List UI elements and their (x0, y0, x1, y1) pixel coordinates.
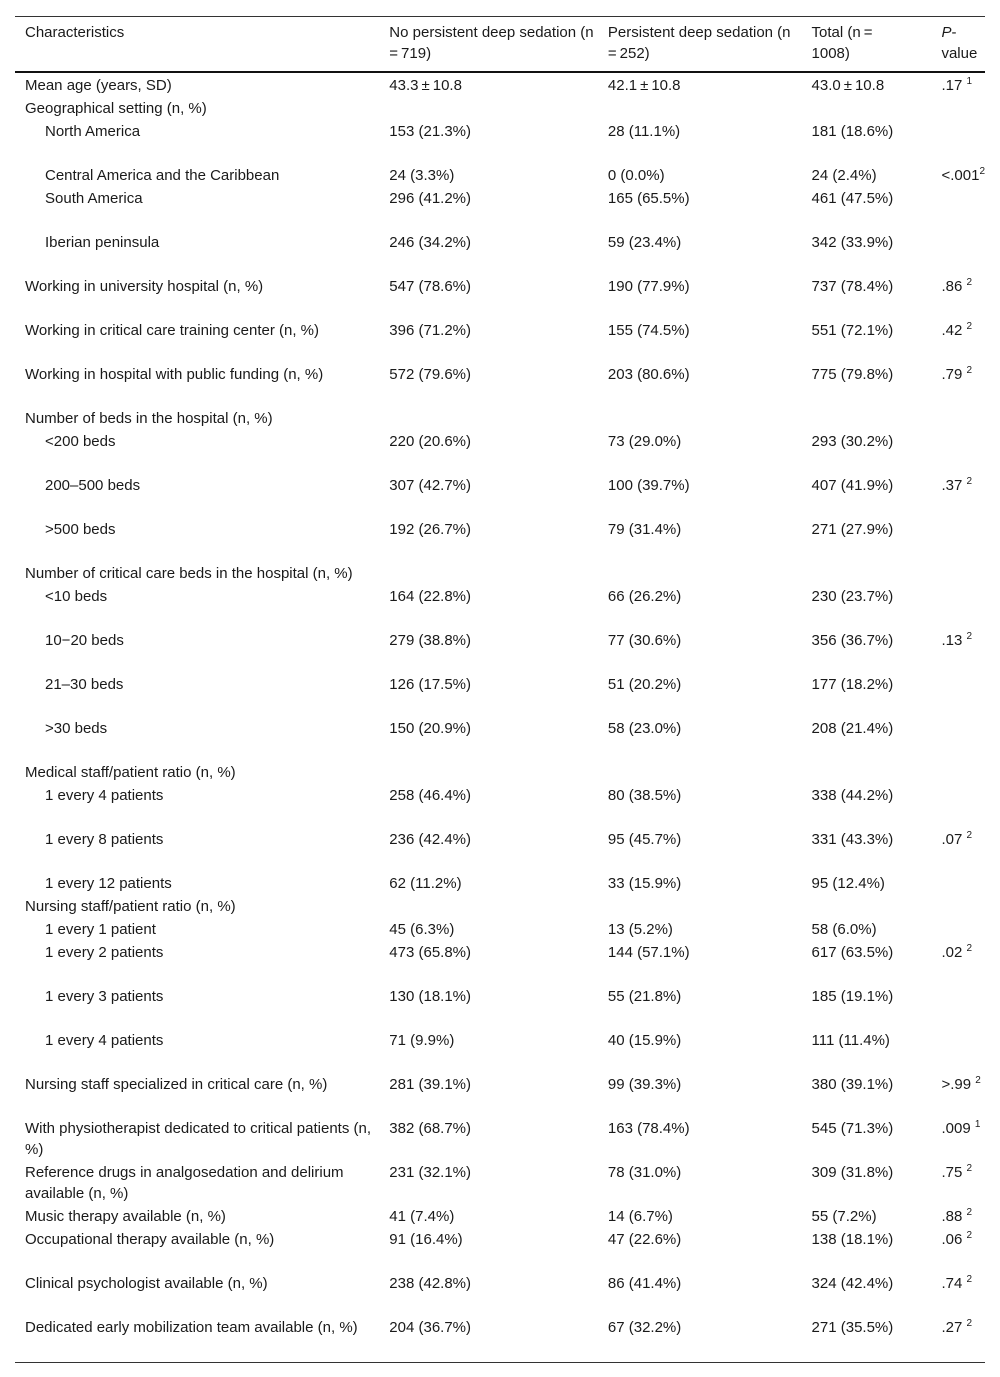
table-row (15, 72, 985, 97)
row-label: <10 beds (45, 588, 108, 605)
cell-total (802, 1205, 932, 1228)
cell-no-persistent: 164 (22.8%) (389, 588, 472, 605)
row-label: South America (45, 190, 143, 207)
table-row (15, 518, 985, 562)
cell-total-text: 43.0 ± 10.8 (811, 77, 885, 94)
table-row (15, 941, 985, 985)
cell-no-persistent: 153 (21.3%) (389, 123, 472, 140)
cell-total-text: 177 (18.2%) (811, 676, 894, 693)
cell-p-value (931, 717, 985, 761)
p-value-footnote: 2 (966, 943, 973, 954)
cell-p-value (931, 407, 985, 430)
cell-total (802, 761, 932, 784)
cell-total-text: 185 (19.1%) (811, 988, 894, 1005)
p-value-text: .009 (941, 1120, 975, 1137)
p-value-footnote: 2 (966, 1274, 973, 1285)
cell-p-value (931, 673, 985, 717)
cell-total (802, 562, 932, 585)
table-row (15, 761, 985, 784)
p-value-footnote: 2 (966, 1207, 973, 1218)
cell-total-text: 775 (79.8%) (811, 366, 894, 383)
header-p-value (931, 17, 985, 73)
cell-total (802, 941, 932, 985)
cell-no-persistent: 382 (68.7%) (389, 1120, 472, 1137)
table-row (15, 1161, 985, 1205)
table-row (15, 164, 985, 187)
cell-persistent: 51 (20.2%) (607, 676, 682, 693)
cell-no-persistent (379, 562, 598, 585)
cell-no-persistent: 258 (46.4%) (389, 787, 472, 804)
cell-persistent: 28 (11.1%) (607, 123, 681, 140)
cell-persistent: 33 (15.9%) (607, 875, 682, 892)
table-row (15, 1272, 985, 1316)
cell-p-value (931, 97, 985, 120)
cell-p-value (931, 562, 985, 585)
cell-persistent: 95 (45.7%) (607, 831, 682, 848)
cell-persistent: 58 (23.0%) (607, 720, 682, 737)
cell-persistent: 163 (78.4%) (607, 1120, 690, 1137)
table-row (15, 187, 985, 231)
cell-no-persistent: 572 (79.6%) (389, 366, 472, 383)
cell-p-value (931, 319, 985, 363)
cell-no-persistent (379, 761, 598, 784)
cell-total-text: 551 (72.1%) (811, 322, 894, 339)
cell-total (802, 319, 932, 363)
row-label: 1 every 1 patient (45, 921, 156, 938)
row-label: >500 beds (45, 521, 116, 538)
cell-persistent: 0 (0.0%) (607, 167, 665, 184)
cell-total (802, 1073, 932, 1117)
cell-p-value (931, 231, 985, 275)
table-row (15, 784, 985, 828)
cell-no-persistent: 62 (11.2%) (389, 875, 462, 892)
cell-total-text: 111 (11.4%) (811, 1032, 890, 1049)
cell-p-value (931, 1029, 985, 1073)
p-value-footnote: 1 (974, 1119, 981, 1130)
cell-p-value (931, 1161, 985, 1205)
table-row (15, 1117, 985, 1161)
p-value-footnote: 2 (966, 1230, 973, 1241)
row-label: Clinical psychologist available (n, %) (25, 1275, 268, 1292)
header-row (15, 17, 985, 73)
cell-p-value (931, 430, 985, 474)
row-label: Reference drugs in analgosedation and delirium available (n, %) (25, 1164, 344, 1202)
cell-persistent: 190 (77.9%) (607, 278, 690, 295)
cell-no-persistent: 204 (36.7%) (379, 1316, 598, 1363)
cell-total-text: 208 (21.4%) (811, 720, 894, 737)
table-row (15, 120, 985, 164)
cell-total (802, 363, 932, 407)
characteristics-table (15, 16, 985, 1363)
p-value-footnote: 2 (979, 166, 985, 177)
cell-p-value (931, 1228, 985, 1272)
cell-persistent: 155 (74.5%) (607, 322, 690, 339)
row-label: Music therapy available (n, %) (25, 1208, 226, 1225)
header-total-text: Total (n = 1008) (811, 24, 876, 62)
row-label: Central America and the Caribbean (45, 167, 280, 184)
cell-total-text: 24 (2.4%) (811, 167, 877, 184)
cell-p-value (931, 1073, 985, 1117)
cell-persistent: 99 (39.3%) (607, 1076, 682, 1093)
row-label: 1 every 2 patients (45, 944, 164, 961)
cell-total (802, 1029, 932, 1073)
p-value-footnote: 2 (966, 631, 973, 642)
table-row (15, 918, 985, 941)
cell-p-value (931, 72, 985, 97)
cell-p-value (931, 518, 985, 562)
cell-no-persistent: 71 (9.9%) (389, 1032, 455, 1049)
cell-no-persistent: 130 (18.1%) (389, 988, 472, 1005)
cell-persistent: 13 (5.2%) (607, 921, 673, 938)
cell-no-persistent: 45 (6.3%) (389, 921, 455, 938)
cell-no-persistent: 231 (32.1%) (389, 1164, 472, 1181)
cell-persistent (598, 562, 802, 585)
row-label: <200 beds (45, 433, 116, 450)
cell-no-persistent: 296 (41.2%) (389, 190, 472, 207)
cell-total-text: 181 (18.6%) (811, 123, 894, 140)
cell-persistent: 59 (23.4%) (607, 234, 682, 251)
cell-total (802, 784, 932, 828)
cell-no-persistent (379, 895, 598, 918)
cell-p-value (931, 275, 985, 319)
cell-persistent: 203 (80.6%) (607, 366, 690, 383)
cell-p-value (931, 363, 985, 407)
table-row (15, 872, 985, 895)
cell-p-value (931, 985, 985, 1029)
cell-persistent: 77 (30.6%) (607, 632, 682, 649)
row-label: 21–30 beds (45, 676, 124, 693)
p-value-footnote: 2 (966, 365, 973, 376)
row-label: With physiotherapist dedicated to critical patients (n, %) (25, 1120, 372, 1158)
table-row (15, 895, 985, 918)
table-row (15, 828, 985, 872)
p-value-text: .75 (941, 1164, 967, 1181)
cell-total (802, 275, 932, 319)
cell-persistent (598, 761, 802, 784)
table-row (15, 1205, 985, 1228)
cell-total-text: 309 (31.8%) (811, 1164, 894, 1181)
row-label: Medical staff/patient ratio (n, %) (25, 764, 236, 781)
row-label: Dedicated early mobilization team available (n, %) (15, 1316, 379, 1363)
cell-p-value (931, 187, 985, 231)
p-value-text: .02 (941, 944, 967, 961)
table-row (15, 275, 985, 319)
p-value-text: .17 (941, 77, 967, 94)
cell-persistent: 73 (29.0%) (607, 433, 682, 450)
header-no-persistent: No persistent deep sedation (n = 719) (379, 17, 598, 73)
p-value-text: .42 (941, 322, 967, 339)
cell-p-value (931, 895, 985, 918)
cell-p-value (931, 629, 985, 673)
cell-persistent: 14 (6.7%) (607, 1208, 673, 1225)
table-row (15, 97, 985, 120)
cell-no-persistent: 150 (20.9%) (389, 720, 472, 737)
cell-total (802, 231, 932, 275)
p-value-footnote: 2 (966, 321, 973, 332)
cell-total (802, 164, 932, 187)
cell-persistent: 78 (31.0%) (607, 1164, 682, 1181)
table-row (15, 985, 985, 1029)
cell-p-value (931, 1272, 985, 1316)
cell-persistent: 40 (15.9%) (607, 1032, 682, 1049)
p-value-text: <.001 (941, 167, 980, 184)
cell-total-text: 58 (6.0%) (811, 921, 877, 938)
cell-no-persistent: 192 (26.7%) (389, 521, 472, 538)
cell-total-text: 338 (44.2%) (811, 787, 894, 804)
p-value-text: .07 (941, 831, 967, 848)
table-row (15, 562, 985, 585)
cell-no-persistent: 279 (38.8%) (389, 632, 472, 649)
p-value-text: .86 (941, 278, 967, 295)
cell-no-persistent: 281 (39.1%) (389, 1076, 472, 1093)
cell-persistent (598, 97, 802, 120)
cell-p-value (931, 1316, 985, 1363)
header-characteristics: Characteristics (15, 17, 379, 73)
row-label: Number of beds in the hospital (n, %) (25, 410, 273, 427)
header-p-rest: -value (941, 24, 978, 62)
table-row (15, 1073, 985, 1117)
cell-no-persistent: 43.3 ± 10.8 (389, 77, 462, 94)
cell-persistent: 100 (39.7%) (607, 477, 690, 494)
cell-total-text: 737 (78.4%) (811, 278, 894, 295)
row-label: 1 every 3 patients (45, 988, 164, 1005)
cell-p-value (931, 941, 985, 985)
row-label: 1 every 12 patients (45, 875, 172, 892)
cell-p-value (931, 918, 985, 941)
cell-no-persistent: 220 (20.6%) (389, 433, 472, 450)
cell-no-persistent: 238 (42.8%) (389, 1275, 472, 1292)
table-row (15, 1228, 985, 1272)
row-label: 1 every 4 patients (45, 1032, 164, 1049)
cell-total (802, 1272, 932, 1316)
p-value-text: >.99 (941, 1076, 976, 1093)
table-row (15, 474, 985, 518)
cell-persistent: 55 (21.8%) (607, 988, 682, 1005)
cell-total-text: 293 (30.2%) (811, 433, 894, 450)
row-label: Working in hospital with public funding (n, %) (25, 366, 324, 383)
cell-total (802, 1117, 932, 1161)
cell-total (802, 474, 932, 518)
cell-persistent: 79 (31.4%) (607, 521, 682, 538)
cell-total (802, 407, 932, 430)
cell-total (802, 1316, 932, 1363)
p-value-footnote: 2 (966, 1318, 973, 1329)
cell-no-persistent (379, 97, 598, 120)
cell-p-value (931, 761, 985, 784)
cell-persistent: 42.1 ± 10.8 (607, 77, 681, 94)
cell-no-persistent: 307 (42.7%) (389, 477, 472, 494)
cell-total-text: 55 (7.2%) (811, 1208, 877, 1225)
row-label: Nursing staff/patient ratio (n, %) (25, 898, 236, 915)
cell-total (802, 120, 932, 164)
p-value-text: .13 (941, 632, 967, 649)
cell-total-text: 407 (41.9%) (811, 477, 894, 494)
cell-total (802, 518, 932, 562)
header-p-italic: P (941, 24, 952, 41)
row-label: 1 every 8 patients (45, 831, 164, 848)
table-row (15, 629, 985, 673)
p-value-footnote: 2 (966, 830, 973, 841)
cell-persistent: 86 (41.4%) (607, 1275, 682, 1292)
cell-no-persistent: 236 (42.4%) (389, 831, 472, 848)
cell-no-persistent (379, 407, 598, 430)
cell-total-text: 545 (71.3%) (811, 1120, 894, 1137)
cell-total (802, 828, 932, 872)
row-label: North America (45, 123, 141, 140)
cell-p-value (931, 828, 985, 872)
cell-total (802, 717, 932, 761)
cell-persistent: 80 (38.5%) (607, 787, 682, 804)
cell-total (802, 1228, 932, 1272)
row-label: Occupational therapy available (n, %) (25, 1231, 275, 1248)
cell-p-value (931, 872, 985, 895)
p-value-text: .79 (941, 366, 967, 383)
cell-no-persistent: 126 (17.5%) (389, 676, 472, 693)
cell-total-text: 324 (42.4%) (811, 1275, 894, 1292)
cell-p-value (931, 164, 985, 187)
table-row (15, 585, 985, 629)
header-persistent: Persistent deep sedation (n = 252) (598, 17, 802, 73)
cell-total-text: 356 (36.7%) (811, 632, 894, 649)
cell-persistent: 144 (57.1%) (607, 944, 690, 961)
p-value-footnote: 2 (966, 277, 973, 288)
cell-total (802, 187, 932, 231)
p-value-footnote: 2 (966, 1163, 973, 1174)
cell-total-text: 230 (23.7%) (811, 588, 894, 605)
table-body (15, 72, 985, 1363)
row-label: Geographical setting (n, %) (25, 100, 207, 117)
cell-total (802, 895, 932, 918)
row-label: 1 every 4 patients (45, 787, 164, 804)
row-label: 10−20 beds (45, 632, 124, 649)
p-value-text: .74 (941, 1275, 967, 1292)
p-value-footnote: 1 (966, 76, 973, 87)
table-row (15, 673, 985, 717)
cell-p-value (931, 1117, 985, 1161)
cell-total (802, 430, 932, 474)
cell-total (802, 1161, 932, 1205)
cell-no-persistent: 41 (7.4%) (389, 1208, 455, 1225)
cell-no-persistent: 24 (3.3%) (389, 167, 455, 184)
row-label: Mean age (years, SD) (25, 77, 172, 94)
cell-total (802, 872, 932, 895)
cell-total-text: 271 (35.5%) (811, 1319, 894, 1336)
table-row (15, 1316, 985, 1363)
p-value-text: .27 (941, 1319, 967, 1336)
table-row (15, 319, 985, 363)
cell-total-text: 138 (18.1%) (811, 1231, 894, 1248)
cell-total-text: 380 (39.1%) (811, 1076, 894, 1093)
cell-total-text: 271 (27.9%) (811, 521, 894, 538)
table-row (15, 407, 985, 430)
cell-persistent: 165 (65.5%) (607, 190, 690, 207)
p-value-text: .06 (941, 1231, 967, 1248)
cell-p-value (931, 585, 985, 629)
cell-total-text: 342 (33.9%) (811, 234, 894, 251)
cell-total (802, 585, 932, 629)
cell-total (802, 918, 932, 941)
row-label: >30 beds (45, 720, 108, 737)
header-total (802, 17, 932, 73)
cell-p-value (931, 120, 985, 164)
row-label: Working in university hospital (n, %) (25, 278, 264, 295)
cell-total (802, 72, 932, 97)
cell-no-persistent: 91 (16.4%) (389, 1231, 463, 1248)
cell-total (802, 673, 932, 717)
cell-total (802, 629, 932, 673)
row-label: 200–500 beds (45, 477, 141, 494)
cell-total (802, 985, 932, 1029)
table-row (15, 231, 985, 275)
row-label: Nursing staff specialized in critical care (n, %) (25, 1076, 328, 1093)
cell-total-text: 617 (63.5%) (811, 944, 894, 961)
cell-total-text: 461 (47.5%) (811, 190, 894, 207)
cell-total-text: 95 (12.4%) (811, 875, 885, 892)
row-label: Iberian peninsula (45, 234, 160, 251)
p-value-footnote: 2 (975, 1075, 981, 1086)
cell-no-persistent: 396 (71.2%) (389, 322, 472, 339)
cell-no-persistent: 473 (65.8%) (389, 944, 472, 961)
table-row (15, 430, 985, 474)
cell-persistent: 66 (26.2%) (607, 588, 682, 605)
cell-persistent (598, 895, 802, 918)
cell-persistent: 47 (22.6%) (607, 1231, 682, 1248)
row-label: Working in critical care training center (n, %) (25, 322, 319, 339)
cell-p-value (931, 784, 985, 828)
row-label: Number of critical care beds in the hospital (n, %) (25, 565, 353, 582)
p-value-text: .37 (941, 477, 967, 494)
table-row (15, 1029, 985, 1073)
cell-persistent: 67 (32.2%) (598, 1316, 802, 1363)
cell-p-value (931, 474, 985, 518)
table-row (15, 363, 985, 407)
cell-no-persistent: 246 (34.2%) (389, 234, 472, 251)
p-value-text: .88 (941, 1208, 967, 1225)
table-row (15, 717, 985, 761)
cell-no-persistent: 547 (78.6%) (389, 278, 472, 295)
cell-total (802, 97, 932, 120)
cell-total-text: 331 (43.3%) (811, 831, 894, 848)
cell-p-value (931, 1205, 985, 1228)
p-value-footnote: 2 (966, 476, 973, 487)
cell-persistent (598, 407, 802, 430)
